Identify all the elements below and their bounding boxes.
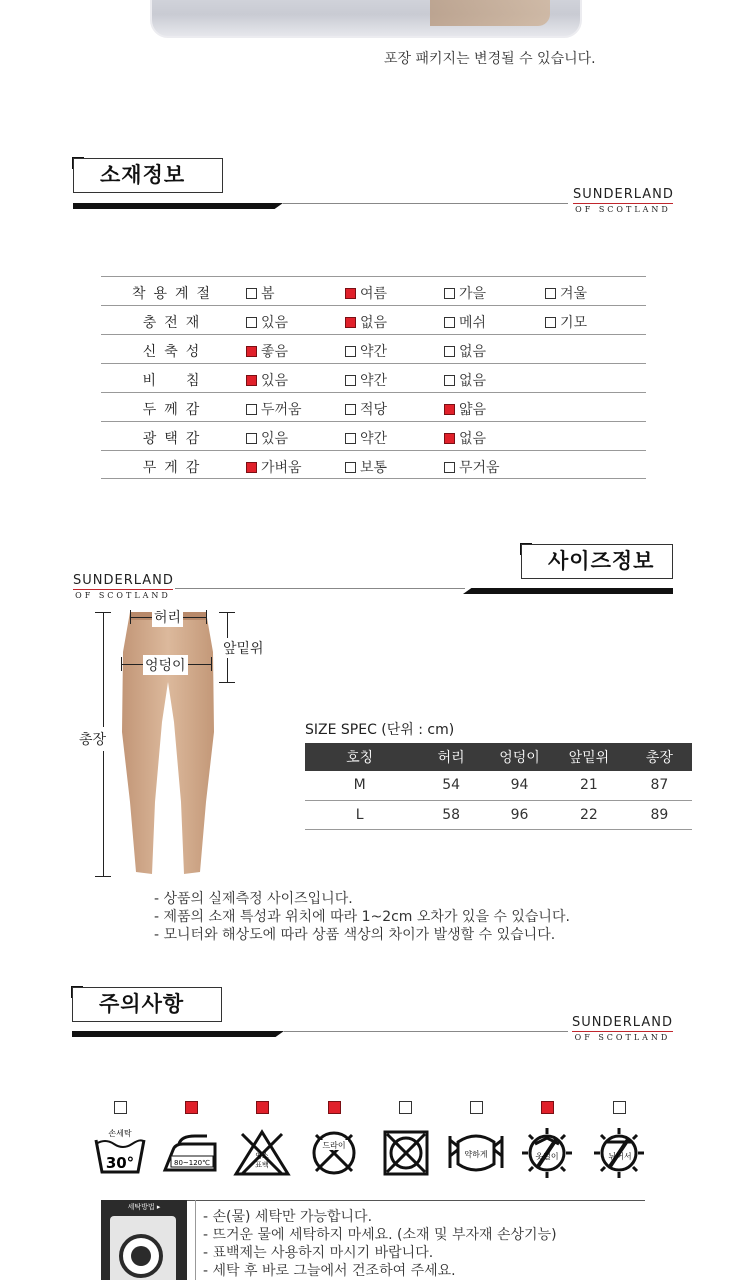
material-option xyxy=(246,370,288,390)
waist-dimension-tick xyxy=(206,610,207,624)
hip-dimension-tick xyxy=(211,657,212,671)
unchecked-box-icon xyxy=(246,433,257,444)
unchecked-box-icon xyxy=(246,404,257,415)
material-option xyxy=(246,283,275,303)
material-option xyxy=(444,428,486,448)
table-row xyxy=(101,305,646,334)
unchecked-box-icon xyxy=(345,433,356,444)
unchecked-box-icon xyxy=(114,1101,127,1114)
caution-section-title: 주의사항 xyxy=(72,987,222,1022)
package-note: 포장 패키지는 변경될 수 있습니다. xyxy=(384,51,596,67)
checked-box-icon xyxy=(444,404,455,415)
size-spec-header-row xyxy=(305,743,692,771)
size-cell: 89 xyxy=(627,800,692,829)
material-option xyxy=(246,457,302,477)
brand-line1: SUNDERLAND xyxy=(572,1015,673,1030)
size-cell: 22 xyxy=(551,800,627,829)
package-image xyxy=(150,0,582,38)
checked-box-icon xyxy=(345,317,356,328)
material-option-label: 있음 xyxy=(261,431,289,447)
size-col-header: 허리 xyxy=(414,743,488,771)
material-row-label: 신축성 xyxy=(142,344,208,360)
material-option-label: 얇음 xyxy=(459,402,487,418)
waist-dimension-tick xyxy=(130,610,131,624)
material-option xyxy=(444,370,486,390)
material-row-label: 착용계절 xyxy=(131,286,219,302)
material-option-label: 여름 xyxy=(360,286,388,302)
wash-note: - 뜨거운 물에 세탁하지 마세요. (소재 및 부자재 손상기능) xyxy=(203,1227,557,1243)
size-cell: 54 xyxy=(414,771,488,800)
material-option-label: 무거움 xyxy=(459,460,500,476)
wash-rule xyxy=(187,1200,645,1201)
unchecked-box-icon xyxy=(444,375,455,386)
unchecked-box-icon xyxy=(444,462,455,473)
material-option-label: 기모 xyxy=(560,315,588,331)
size-cell: L xyxy=(305,800,414,829)
brand-line1: SUNDERLAND xyxy=(73,573,174,588)
checked-box-icon xyxy=(246,346,257,357)
table-row xyxy=(101,276,646,305)
material-option-label: 가벼움 xyxy=(261,460,302,476)
material-option-label: 약간 xyxy=(360,431,388,447)
brand-line2: OF SCOTLAND xyxy=(75,591,171,600)
wash-note: - 세탁 후 바로 그늘에서 건조하여 주세요. xyxy=(203,1263,456,1279)
checked-box-icon xyxy=(246,462,257,473)
washing-machine-icon xyxy=(101,1200,187,1280)
material-option xyxy=(345,428,387,448)
size-note: - 제품의 소재 특성과 위치에 따라 1~2cm 오차가 있을 수 있습니다. xyxy=(154,909,570,925)
svg-text:30°: 30° xyxy=(105,1154,135,1172)
material-option-label: 적당 xyxy=(360,402,388,418)
size-col-header: 호칭 xyxy=(305,743,414,771)
table-row xyxy=(101,421,646,450)
material-option xyxy=(345,312,387,332)
material-option xyxy=(444,341,486,361)
wash-divider xyxy=(195,1200,196,1280)
unchecked-box-icon xyxy=(345,404,356,415)
unchecked-box-icon xyxy=(345,462,356,473)
no-tumble-dry-icon xyxy=(375,1128,435,1178)
material-row-label: 광택감 xyxy=(142,431,208,447)
svg-text:드라이: 드라이 xyxy=(322,1141,346,1150)
unchecked-box-icon xyxy=(545,317,556,328)
material-option xyxy=(246,312,288,332)
unchecked-box-icon xyxy=(545,288,556,299)
section-rule xyxy=(283,203,568,204)
checked-box-icon xyxy=(444,433,455,444)
brand-line1: SUNDERLAND xyxy=(573,187,674,202)
hand-wash-30-icon xyxy=(90,1128,150,1178)
brand-line2: OF SCOTLAND xyxy=(575,205,671,214)
rise-dimension-tick xyxy=(219,682,235,683)
material-option-label: 없음 xyxy=(459,431,487,447)
section-rule xyxy=(175,588,465,589)
size-spec-title: SIZE SPEC (단위 : cm) xyxy=(305,722,455,738)
table-row xyxy=(101,363,646,392)
no-flat-dry-icon xyxy=(589,1128,649,1178)
brand-logo xyxy=(73,574,173,601)
section-underline-bar xyxy=(73,203,283,209)
unchecked-box-icon xyxy=(399,1101,412,1114)
unchecked-box-icon xyxy=(444,288,455,299)
rise-label: 앞밑위 xyxy=(222,638,265,658)
material-option xyxy=(246,341,288,361)
svg-text:옷걸이: 옷걸이 xyxy=(535,1152,559,1161)
svg-text:뉘어서: 뉘어서 xyxy=(608,1152,632,1161)
material-option-label: 보통 xyxy=(360,460,388,476)
material-option xyxy=(444,399,486,419)
size-note: - 상품의 실제측정 사이즈입니다. xyxy=(154,891,353,907)
no-bleach-icon xyxy=(232,1128,292,1178)
material-row-label: 충전재 xyxy=(142,315,208,331)
rise-dimension-tick xyxy=(219,612,235,613)
material-option xyxy=(345,457,387,477)
size-cell: M xyxy=(305,771,414,800)
size-note: - 모니터와 해상도에 따라 상품 색상의 차이가 발생할 수 있습니다. xyxy=(154,927,556,943)
table-row xyxy=(101,450,646,479)
wash-note: - 손(물) 세탁만 가능합니다. xyxy=(203,1209,373,1225)
gentle-wring-icon xyxy=(446,1128,506,1178)
section-rule xyxy=(284,1031,568,1032)
waist-label: 허리 xyxy=(152,607,183,627)
size-col-header: 엉덩이 xyxy=(488,743,551,771)
checked-box-icon xyxy=(246,375,257,386)
table-row xyxy=(305,771,692,800)
material-option-label: 봄 xyxy=(261,286,275,302)
product-leggings-image xyxy=(118,612,218,876)
material-option-label: 있음 xyxy=(261,315,289,331)
material-option xyxy=(345,341,387,361)
size-cell: 87 xyxy=(627,771,692,800)
table-row xyxy=(101,392,646,421)
material-option xyxy=(246,428,288,448)
material-option-label: 약간 xyxy=(360,373,388,389)
size-col-header: 총장 xyxy=(627,743,692,771)
no-dry-clean-icon xyxy=(304,1128,364,1178)
material-option-label: 없음 xyxy=(459,373,487,389)
material-row-label: 두께감 xyxy=(142,402,208,418)
iron-80-120-icon xyxy=(161,1128,221,1178)
checked-box-icon xyxy=(345,288,356,299)
unchecked-box-icon xyxy=(444,346,455,357)
material-option xyxy=(246,399,302,419)
material-option-label: 없음 xyxy=(459,344,487,360)
material-row-label: 비 침 xyxy=(142,373,208,389)
unchecked-box-icon xyxy=(345,346,356,357)
unchecked-box-icon xyxy=(470,1101,483,1114)
brand-logo xyxy=(573,188,673,215)
checked-box-icon xyxy=(185,1101,198,1114)
material-table xyxy=(101,276,646,479)
length-dimension-tick xyxy=(95,612,111,613)
unchecked-box-icon xyxy=(345,375,356,386)
material-option-label: 겨울 xyxy=(560,286,588,302)
no-hanging-dry-icon xyxy=(517,1128,577,1178)
unchecked-box-icon xyxy=(246,317,257,328)
length-label: 총장 xyxy=(79,727,106,751)
checked-box-icon xyxy=(328,1101,341,1114)
material-option xyxy=(345,399,387,419)
svg-text:80~120℃: 80~120℃ xyxy=(174,1159,210,1167)
checked-box-icon xyxy=(541,1101,554,1114)
size-cell: 21 xyxy=(551,771,627,800)
svg-text:손세탁: 손세탁 xyxy=(108,1129,132,1138)
size-cell: 94 xyxy=(488,771,551,800)
material-option-label: 가을 xyxy=(459,286,487,302)
brand-logo xyxy=(572,1016,673,1043)
size-spec-table xyxy=(305,743,692,830)
material-option xyxy=(444,283,486,303)
svg-text:약하게: 약하게 xyxy=(464,1150,488,1159)
material-option xyxy=(444,312,486,332)
material-row-label: 무게감 xyxy=(142,460,208,476)
material-option xyxy=(444,457,500,477)
section-underline-bar xyxy=(463,588,673,594)
checked-box-icon xyxy=(256,1101,269,1114)
svg-text:표백: 표백 xyxy=(255,1161,269,1169)
material-option-label: 메쉬 xyxy=(459,315,487,331)
unchecked-box-icon xyxy=(613,1101,626,1114)
table-row xyxy=(305,800,692,829)
size-section-title: 사이즈정보 xyxy=(521,544,673,579)
hip-label: 엉덩이 xyxy=(143,655,188,675)
material-option xyxy=(545,283,587,303)
section-underline-bar xyxy=(72,1031,284,1037)
material-option-label: 없음 xyxy=(360,315,388,331)
size-cell: 96 xyxy=(488,800,551,829)
material-section-title: 소재정보 xyxy=(73,158,223,193)
size-notes xyxy=(154,890,570,944)
length-dimension-tick xyxy=(95,876,111,877)
wash-notes xyxy=(203,1208,557,1280)
svg-text:염소: 염소 xyxy=(255,1152,269,1160)
wash-note: - 표백제는 사용하지 마시기 바랍니다. xyxy=(203,1245,434,1261)
material-option-label: 약간 xyxy=(360,344,388,360)
size-col-header: 앞밑위 xyxy=(551,743,627,771)
material-option-label: 두꺼움 xyxy=(261,402,302,418)
material-option-label: 있음 xyxy=(261,373,289,389)
material-option-label: 좋음 xyxy=(261,344,289,360)
material-option xyxy=(345,283,387,303)
table-row xyxy=(101,334,646,363)
hip-dimension-tick xyxy=(121,657,122,671)
unchecked-box-icon xyxy=(246,288,257,299)
material-option xyxy=(545,312,587,332)
brand-line2: OF SCOTLAND xyxy=(574,1033,671,1042)
material-option xyxy=(345,370,387,390)
wash-box-title: 세탁방법 ▸ xyxy=(127,1203,161,1211)
unchecked-box-icon xyxy=(444,317,455,328)
size-cell: 58 xyxy=(414,800,488,829)
